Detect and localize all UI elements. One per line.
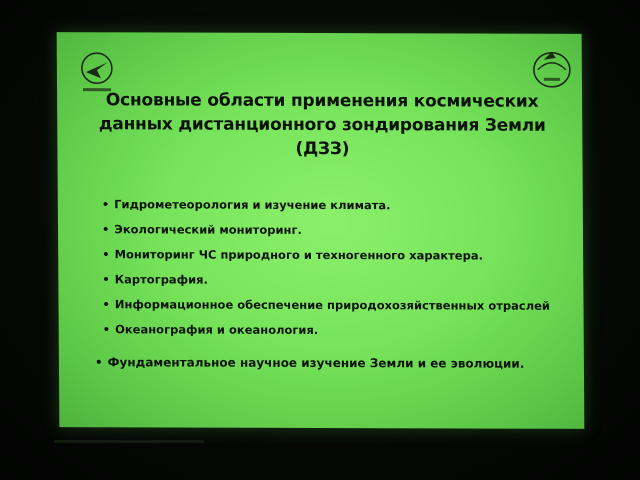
bullet-dot: • — [102, 272, 110, 287]
slide-title-line: данных дистанционного зондирования Земли — [98, 114, 546, 136]
bullet-item — [95, 356, 583, 383]
bullet-dot: • — [101, 222, 110, 237]
bullet-text: Океанография и океанология. — [115, 322, 319, 337]
slide-title-line: Основные области применения космических — [105, 90, 539, 112]
slide-title — [87, 88, 557, 162]
bullet-list — [94, 197, 583, 383]
bullet-dot: • — [101, 197, 110, 212]
bullet-dot: • — [94, 355, 103, 370]
bullet-dot: • — [102, 297, 110, 312]
bullet-item — [102, 198, 582, 225]
organization-emblem-icon — [530, 48, 574, 94]
bullet-item — [102, 273, 582, 300]
bullet-dot: • — [102, 247, 110, 262]
slide-title-line: (ДЗЗ) — [295, 138, 350, 160]
projection-screen — [57, 32, 585, 429]
bullet-text: Экологический мониторинг. — [114, 222, 302, 237]
bullet-item — [103, 323, 583, 350]
floor-reflection — [54, 440, 204, 443]
bullet-text: Фундаментальное научное изучение Земли и ее эволюции. — [107, 355, 525, 371]
bullet-text: Картография. — [114, 272, 208, 287]
bullet-item — [102, 223, 582, 250]
bullet-item — [102, 248, 582, 275]
bullet-dot: • — [102, 322, 111, 337]
bullet-text: Мониторинг ЧС природного и техногенного характера. — [114, 247, 483, 263]
bullet-text: Информационное обеспечение природохозяйственных отраслей — [114, 297, 551, 313]
bullet-text: Гидрометеорология и изучение климата. — [114, 197, 391, 213]
bullet-item — [102, 298, 582, 325]
